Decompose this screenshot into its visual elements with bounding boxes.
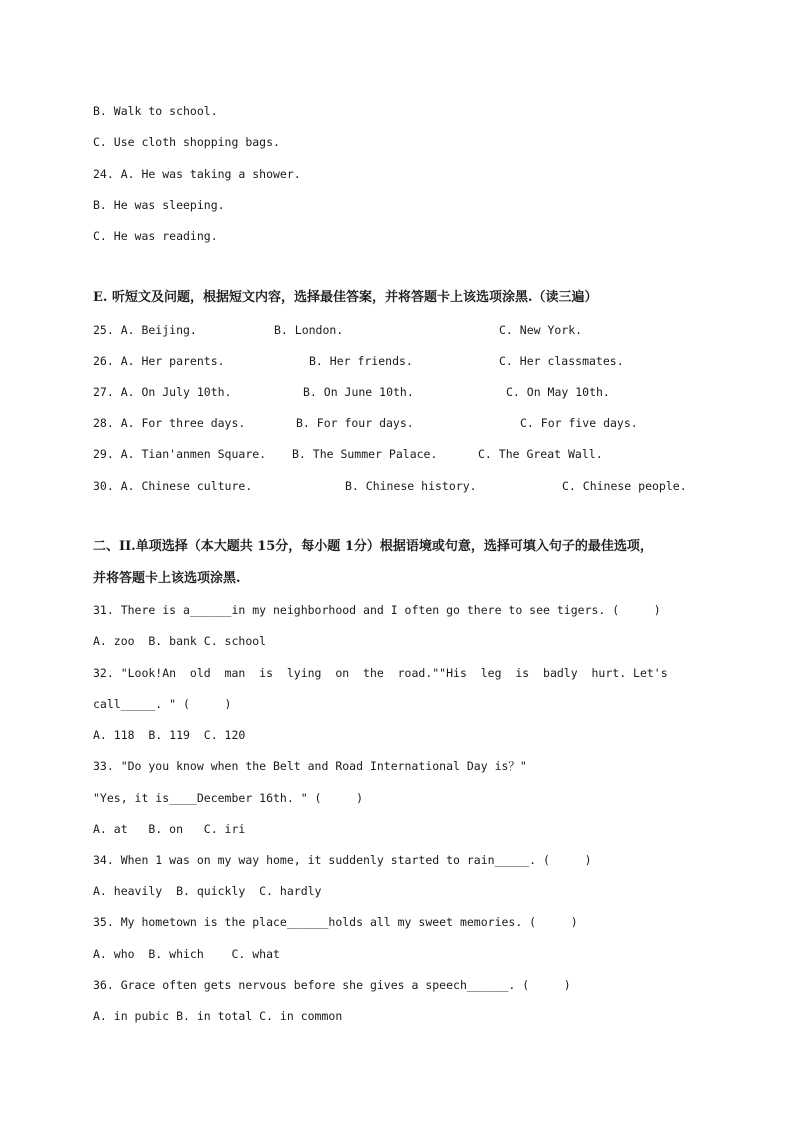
section-two-heading: 二、II.单项选择（本大题共 15分，每小题 1分）根据语境或句意，选择可填入句子的最佳选项，	[93, 539, 653, 554]
option-c: C. On May 10th.	[506, 385, 610, 399]
option-c: C. Her classmates.	[499, 354, 624, 368]
answer-option-line: A. in pubic B. in total C. in common	[93, 1009, 343, 1023]
answer-option-line: A. who B. which C. what	[93, 947, 280, 961]
option-a: 29. A. Tian'anmen Square.	[93, 447, 267, 461]
answer-option-line: A. heavily B. quickly C. hardly	[93, 884, 322, 898]
question-line: 24. A. He was taking a shower.	[93, 167, 301, 181]
option-b: B. The Summer Palace.	[292, 447, 438, 461]
question-line: 33. "Do you know when the Belt and Road International Day is？"	[93, 759, 527, 773]
question-line: 31. There is a______in my neighborhood and I often go there to see tigers. ( )	[93, 603, 661, 617]
section-two-heading-cont: 并将答题卡上该选项涂黑.	[93, 571, 241, 586]
answer-option-line: B. He was sleeping.	[93, 198, 225, 212]
option-a: 30. A. Chinese culture.	[93, 479, 253, 493]
question-line: "Yes, it is____December 16th. " ( )	[93, 791, 364, 805]
option-a: 28. A. For three days.	[93, 416, 246, 430]
answer-option-line: A. 118 B. 119 C. 120	[93, 728, 246, 742]
option-b: B. For four days.	[296, 416, 414, 430]
option-c: C. New York.	[499, 323, 583, 337]
option-b: B. London.	[274, 323, 344, 337]
answer-option-line: C. He was reading.	[93, 229, 218, 243]
section-e-heading: E. 听短文及问题，根据短文内容，选择最佳答案，并将答题卡上该选项涂黑.（读三遍）	[93, 290, 598, 305]
question-line: 32. "Look!An old man is lying on the road.""His leg is badly hurt. Let's	[93, 666, 668, 680]
option-a: 25. A. Beijing.	[93, 323, 197, 337]
option-c: C. Chinese people.	[562, 479, 687, 493]
question-line: call_____. " ( )	[93, 697, 232, 711]
option-c: C. The Great Wall.	[478, 447, 603, 461]
question-line: 36. Grace often gets nervous before she gives a speech______. ( )	[93, 978, 571, 992]
option-c: C. For five days.	[520, 416, 638, 430]
option-a: 26. A. Her parents.	[93, 354, 225, 368]
option-b: B. On June 10th.	[303, 385, 414, 399]
question-line: 34. When 1 was on my way home, it suddenly started to rain_____. ( )	[93, 853, 592, 867]
option-b: B. Her friends.	[309, 354, 413, 368]
answer-option-line: C. Use cloth shopping bags.	[93, 135, 280, 149]
answer-option-line: A. zoo B. bank C. school	[93, 634, 267, 648]
answer-option-line: A. at B. on C. iri	[93, 822, 246, 836]
answer-option-line: B. Walk to school.	[93, 104, 218, 118]
option-a: 27. A. On July 10th.	[93, 385, 232, 399]
option-b: B. Chinese history.	[345, 479, 477, 493]
question-line: 35. My hometown is the place______holds all my sweet memories. ( )	[93, 915, 578, 929]
